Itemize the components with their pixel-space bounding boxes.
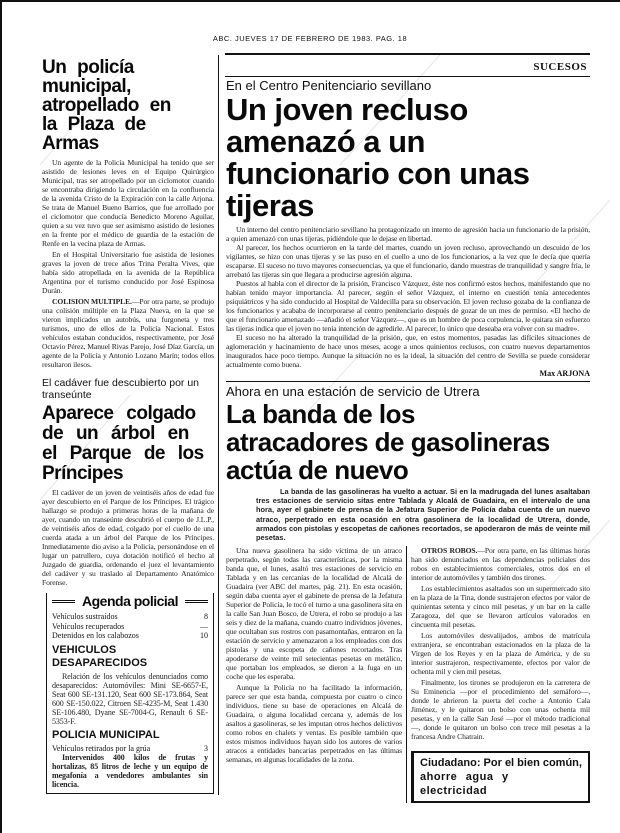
stat-value: — [200,621,208,631]
left-story-2 [42,377,214,587]
lead-paragraph [256,487,590,542]
paragraph-text: —Por otra parte, en las últimas horas han sido denunciados en las dependencias policiales dos robos en establecimientos comerciales, otros dos en el interior de automóviles y también dos tirones. [411,546,590,583]
stat-label: Vehículos retirados por la grúa [52,743,151,753]
article-body [226,225,590,369]
paragraph: El cadáver de un joven de veintiséis años de edad fue ayer descubierto en el Parque de los Príncipes. El trágico hallazgo se produjo a primeras horas de la mañana de ayer, cuando un transeúnte descubrió el cuerpo de J.L.P., de veintiséis años de edad, colgado por el cuello de una cuerda atada a un árbol del Parque de los Príncipes. Inmediatamente dio aviso a la Policía, personándose en el lugar un patrullero, cuya dotación notificó el hecho al Juzgado de guardia, ordenando el juez el levantamiento del cadáver y su traslado al Departamento Anatómico Forense. [42,488,214,587]
paragraph: Aunque la Policía no ha facilitado la información, parece ser que esta banda, compuesta por cuatro o cinco individuos, tiene su base de operaciones en Alcalá de Guadaira, o alguna localidad cercana y, además de los asaltos a gasolineras, se les imputan otros hechos delictivos como robos en chalets y ventas. Es posible también que estos mismos individuos hayan sido los autores de varios atracos a entidades bancarias perpetrados en las últimas semanas, en algunas localidades de la zona. [226,683,402,765]
agenda-title: Agenda policial [79,593,181,609]
kicker: Ahora en una estación de servicio de Utrera [226,384,480,399]
headline: Un joven recluso amenazó a un funcionario con unas tijeras [226,92,530,223]
paragraph: Un interno del centro penitenciario sevillano ha protagonizado un intento de agresión hacia un funcionario de la prisión, a quien amenazó con unas tijeras, pidiéndole que le dejase en libertad. [226,225,590,243]
subhead: COLISION MULTIPLE. [52,297,132,306]
article-body [42,488,214,587]
masthead: ABC. JUEVES 17 DE FEBRERO DE 1983. PAG. 18 [212,34,408,43]
paragraph: Una nueva gasolinera ha sido víctima de un atraco perpetrado, según todas las características, por la misma banda que, el lunes, asaltó tres estaciones de servicio en Tablada y en las cercanías de la localidad de Alcalá de Guadaira (ver ABC del martes, pág. 21). En esta ocasión, según daba cuenta ayer el gabinete de prensa de la Jefatura Superior de Policía, le tocó el turno a una gasolinera sita en la calle San Juan Bosco, de Utrera, el robo se produjo a las seis y diez de la mañana, cuando cuatro individuos jóvenes, que ocultaban sus rostros con pasamontañas, entraron en la estación de servicio y amenazaron a los empleados con dos pistolas y una escopeta de cañones recortados. Tras apoderarse de veinte mil setecientas pesetas en metálico, que portaban los empleados, se dieron a la fuga en un coche que les esperaba. [226,546,402,682]
notice-line-2: ahorre agua y electricidad [420,771,509,798]
article-column-2 [411,546,590,741]
municipal-heading: POLICIA MUNICIPAL [52,728,160,741]
paragraph-text: —Por otra parte, se produjo una colisión múltiple en la Plaza Nueva, en la que se vieron implicados un autobús, una furgoneta y tres turismos, uno de ellos de la Policía Nacional. Estos vehículos estaban conducidos, respectivamente, por José Octavio Pérez, Manuel Rivas Parejo, José Díaz García, un agente de la Policía y Antonio Lozano Marín; todos ellos resultaron ilesos. [42,297,214,369]
paragraph: Intervenidos 400 kilos de frutas y hortalizas, 85 litros de leche y un equipo de megafonía a vendedores ambulantes sin licencia. [52,753,208,789]
paragraph: Puestos al habla con el director de la prisión, Francisco Vázquez, éste nos confirmó estos hechos, manifestando que no habían tenido mayor importancia. Al parecer, según el señor Vázquez, el interno en cuestión tenía antecedentes psiquiátricos y ha sido conducido al Hospital de Valdecilla para su observación. El joven recluso gozaba de la confianza de los funcionarios y acababa de incorporarse al centro penitenciario después de gozar de un mes de permiso. «El hecho de que el funcionario amenazado —añadió el señor Vázquez—, que es un hombre de poca corpulencia, le quitara sin esfuerzo las tijeras indica que el joven no tenía intención de agredirle. Al parecer, lo único que deseaba era volver con su madre». [226,279,590,333]
stat-value: 8 [204,612,208,621]
vehiculos-text [52,672,208,726]
column-divider [218,55,219,795]
stat-value: 10 [200,631,208,640]
public-notice-box [411,751,590,803]
headline: Aparece colgado de un árbol en el Parque de los Príncipes [42,403,204,484]
paragraph: Un agente de la Policía Municipal ha tenido que ser asistido de lesiones leves en el Equipo Quirúrgico Municipal, tras ser atropellado por un ciclomotor cuando se encontraba dirigiendo la circulación en la confluencia de la avenida Cristo de la Expiración con la calle Arjona. Se trata de Manuel Bueno Barrios, que fue arrollado por el ciclomotor que conducía Benedicto Moreno Aguilar, quien a su vez tuvo que ser asimismo asistido de lesiones en la frente por el médico de guardia de la estación de Renfe en la vecina plaza de Armas. [42,158,214,248]
left-story-1 [42,58,214,369]
kicker: El cadáver fue descubierto por un transeúnte [42,377,200,401]
kicker: En el Centro Penitenciario sevillano [226,78,432,93]
page-top-border [0,0,620,2]
left-column [42,58,214,794]
vehiculos-heading: VEHICULOS DESAPARECIDOS [52,643,148,669]
stat-label: Detenidos en los calabozos [52,631,139,640]
headline: La banda de los atracadores de gasolineras actúa de nuevo [226,399,550,485]
story-divider [226,381,590,382]
paragraph: Los establecimientos asaltados son un supermercado sito en la plaza de la Tina, donde sustrajeron efectos por valor de quinientas setenta y cinco mil pesetas, y un bar en la calle Zaragoza, del que se llevaron artículos valorados en cincuenta mil pesetas. [411,584,590,630]
paragraph: Los automóviles desvalijados, ambos de matrícula extranjera, se encontraban estacionados en la plaza de la Virgen de los Reyes y en la plaza de América, y de su interior sustrajeron, respectivamente, efectos por valor de ochenta mil y cien mil pesetas. [411,631,590,677]
article-columns [226,546,590,803]
byline: Max ARJONA [539,369,590,378]
agenda-box [46,593,214,794]
notice-line-1: Ciudadano: Por el bien común, [420,757,582,770]
stat-row [52,612,208,622]
paragraph: Finalmente, los tirones se produjeron en la carretera de Su Eminencia —por el procedimiento del semáforo—, donde le abrieron la puerta del coche a Antonio Cala Jiménez, y le quitaron un bolso con unas ochenta mil pesetas, y en la calle San José —por el método tradicional—, donde le quitaron un bolso con trece mil pesetas a la francesa Andre Chatrain. [411,678,590,742]
stat-value: 3 [204,743,208,753]
paragraph: El suceso no ha alterado la tranquilidad de la prisión, que, en estos momentos, pasadas las difíciles situaciones de aglomeración y hacinamiento de hace unos meses, acoge a unos quinientos reclusos, con cuatro nuevos departamentos inaugurados hace poco tiempo. Aunque la situación no es la ideal, la situación del centro de Sevilla se puede considerar actualmente como buena. [226,333,590,369]
main-story-2 [226,384,590,803]
article-column-2-wrap [406,546,590,803]
stat-row [52,622,208,632]
article-body [42,158,214,369]
paragraph: Al parecer, los hechos ocurrieron en la tarde del martes, cuando un joven recluso, aprovechando un descuido de los vigilantes, se hizo con unas tijeras y se las puso en el cuello a uno de los funcionarios, a la vez que le decía que quería escaparse. El suceso no tuvo mayores consecuencias, ya que el funcionario, dando muestras de tranquilidad y sangre fría, le arrebató las tijeras sin que llegara a producirse agresión alguna. [226,243,590,279]
stat-row [52,631,208,641]
main-story-1 [226,78,590,379]
stat-label: Vehículos sustraídos [52,612,118,621]
agenda-stats [52,612,208,641]
section-label: SUCESOS [533,61,587,73]
stat-label: Vehículos recuperados [52,621,125,631]
paragraph: En el Hospital Universitario fue asistida de lesiones graves la joven de trece años Trina Peralta Vives, que había sido atropellada en la avenida de la República Argentina por el turismo conducido por José Espinosa Durán. [42,250,214,295]
masthead-rule [225,53,590,55]
paragraph [411,546,590,582]
main-column [226,78,590,803]
article-column-1 [226,546,406,764]
paragraph: Relación de los vehículos denunciados como desaparecidos: Automóviles: Mini SE-6657-E, Seat 600 SE-131.120, Seat 600 SE-173.864, Seat 600 SE-150.022, Citroen SE-4235-M, Seat 1.430 SE-106.480, Dyane SE-7004-G, Renault 6 SE-5353-F. [52,671,208,726]
paragraph: La banda de las gasolineras ha vuelto a actuar. Si en la madrugada del lunes asaltaban tres estaciones de servicio sitas entre Tablada y Alcalá de Guadaira, en el intervalo de una hora, ayer el gabinete de prensa de la Jefatura Superior de Policía daba cuenta de un nuevo atraco, perpetrado en esta ocasión en otra gasolinera de la localidad de Utrera, donde, armados con pistolas y escopetas de cañones recortados, se apoderaron de más de veinte mil pesetas. [256,487,590,543]
paragraph [42,297,214,369]
subhead: OTROS ROBOS. [421,546,478,556]
section-rule [225,76,590,77]
page-left-border [0,0,2,833]
stat-row [52,744,208,754]
headline: Un policía municipal, atropellado en la Plaza de Armas [42,57,171,154]
municipal-text [52,753,208,789]
